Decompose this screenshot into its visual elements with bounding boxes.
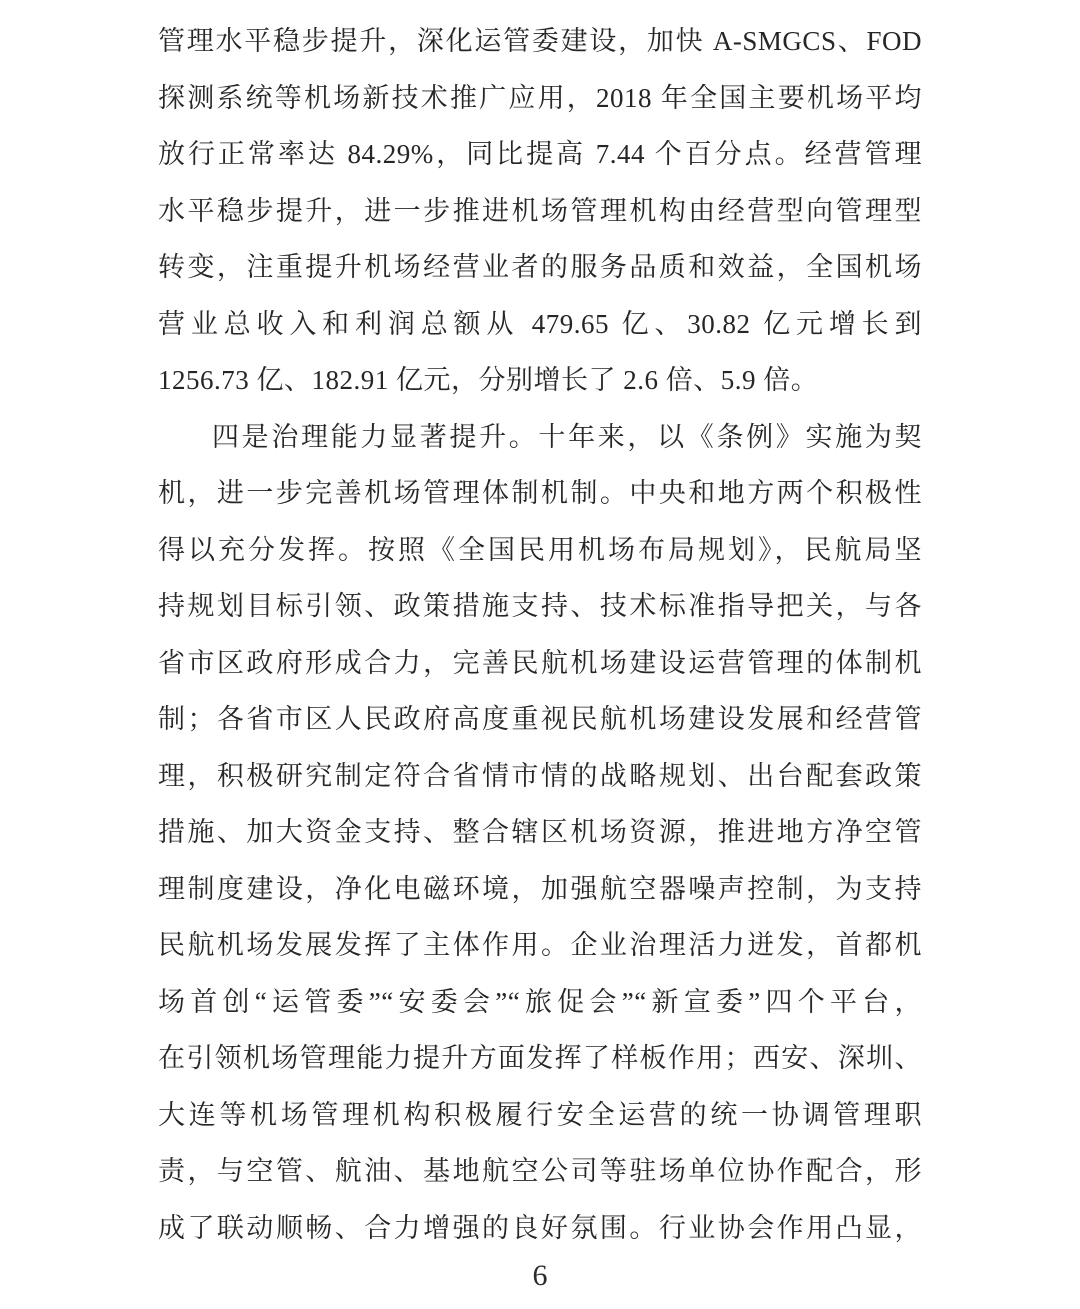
text-line: 管理水平稳步提升，深化运管委建设，加快 A-SMGCS、FOD: [158, 26, 922, 56]
text-line: 营业总收入和利润总额从 479.65 亿、30.82 亿元增长到: [158, 308, 922, 339]
text-line: 持规划目标引领、政策措施支持、技术标准指导把关，与各: [158, 591, 922, 621]
text-line: 措施、加大资金支持、整合辖区机场资源，推进地方净空管: [158, 817, 922, 847]
text-line: 得以充分发挥。按照《全国民用机场布局规划》，民航局坚: [158, 534, 922, 565]
text-line: 水平稳步提升，进一步推进机场管理机构由经营型向管理型: [158, 195, 922, 226]
text-line: 转变，注重提升机场经营业者的服务品质和效益，全国机场: [158, 252, 922, 282]
text-line: 理制度建设，净化电磁环境，加强航空器噪声控制，为支持: [158, 873, 922, 904]
text-line: 省市区政府形成合力，完善民航机场建设运营管理的体制机: [158, 647, 922, 678]
text-line: 场首创“运管委”“安委会”“旅促会”“新宣委”四个平台，: [158, 986, 922, 1017]
document-text-block: [158, 13, 922, 1256]
page-number: 6: [532, 1259, 548, 1292]
text-line: 大连等机场管理机构积极履行安全运营的统一协调管理职: [158, 1099, 922, 1130]
text-line: 机，进一步完善机场管理体制机制。中央和地方两个积极性: [158, 478, 922, 508]
text-line: 民航机场发展发挥了主体作用。企业治理活力迸发，首都机: [158, 930, 922, 960]
text-line: 责，与空管、航油、基地航空公司等驻场单位协作配合，形: [158, 1156, 922, 1186]
text-line: 放行正常率达 84.29%，同比提高 7.44 个百分点。经营管理: [158, 139, 922, 169]
text-line: 在引领机场管理能力提升方面发挥了样板作用；西安、深圳、: [158, 1043, 922, 1073]
text-line: 1256.73 亿、182.91 亿元，分别增长了 2.6 倍、5.9 倍。: [158, 365, 819, 395]
text-line: 理，积极研究制定符合省情市情的战略规划、出台配套政策: [158, 760, 922, 791]
text-line: 成了联动顺畅、合力增强的良好氛围。行业协会作用凸显，: [158, 1212, 922, 1243]
text-line-paragraph-start: 四是治理能力显著提升。十年来，以《条例》实施为契: [212, 421, 922, 452]
text-line: 制；各省市区人民政府高度重视民航机场建设发展和经营管: [158, 704, 922, 734]
text-line: 探测系统等机场新技术推广应用，2018 年全国主要机场平均: [158, 82, 922, 113]
